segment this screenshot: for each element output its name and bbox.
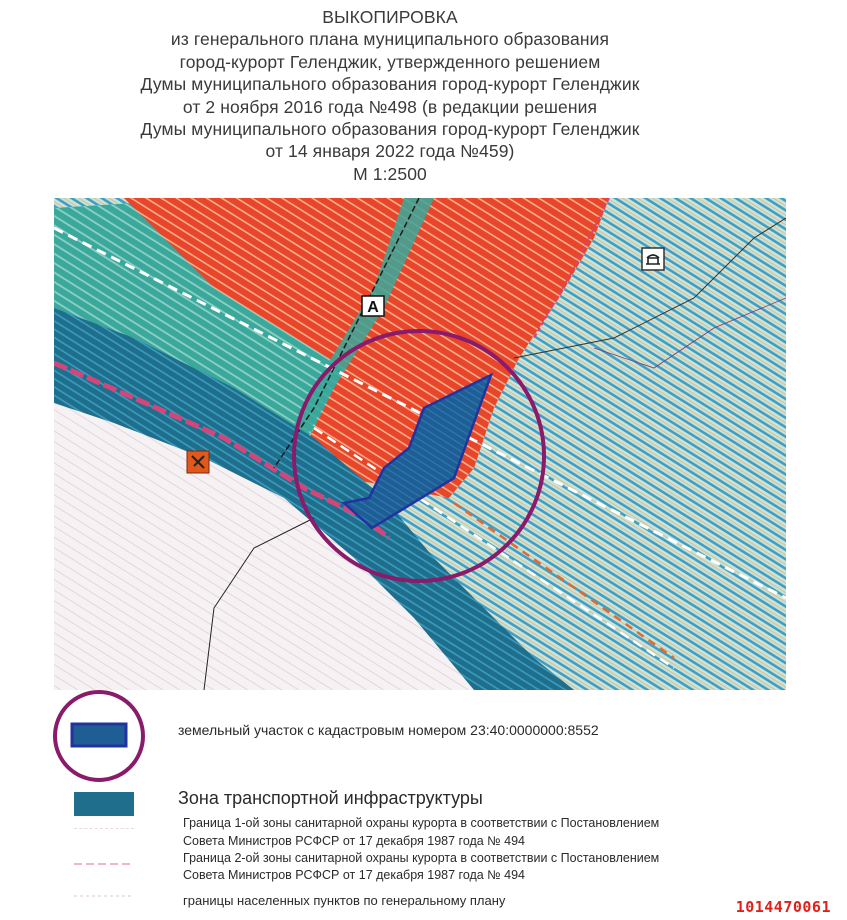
legend-zone2-text: Граница 2-ой зоны санитарной охраны курорта в соответствии с Постановлением — [183, 851, 660, 865]
subtitle-line-4: от 2 ноября 2016 года №498 (в редакции решения — [182, 96, 598, 117]
landmark-icon-box — [642, 248, 664, 270]
legend-parcel-text: земельный участок с кадастровым номером 23:40:0000000:8552 — [178, 722, 599, 738]
sanitary-zone-1-swatch — [74, 828, 134, 851]
parcel-swatch — [52, 690, 152, 782]
legend-zone1-text-2: Совета Министров РСФСР от 17 декабря 1987 года № 494 — [183, 834, 525, 848]
subtitle-line-3: Думы муниципального образования город-курорт Геленджик — [140, 74, 640, 95]
sanitary-zone-2-swatch — [74, 858, 134, 870]
subtitle-line-6: от 14 января 2022 года №459) — [265, 141, 515, 162]
subtitle-line-5: Думы муниципального образования город-курорт Геленджик — [140, 119, 640, 140]
subtitle-line-2: город-курорт Геленджик, утвержденного решением — [179, 51, 601, 72]
document-id: 1014470061 — [735, 898, 831, 916]
subtitle-line-1: из генерального плана муниципального образования — [170, 29, 610, 50]
legend-transport-text: Зона транспортной инфраструктуры — [178, 788, 483, 808]
settlement-border-swatch — [74, 890, 134, 902]
legend-settlement-text: границы населенных пунктов по генеральному плану — [183, 893, 506, 908]
point-label: А — [367, 299, 379, 316]
transport-swatch — [74, 792, 134, 816]
scale-label: М 1:2500 — [353, 163, 427, 184]
map-fragment — [54, 198, 786, 690]
legend-zone1-text: Граница 1-ой зоны санитарной охраны курорта в соответствии с Постановлением — [183, 816, 660, 830]
title: ВЫКОПИРОВКА — [322, 7, 458, 27]
legend-zone2-text-2: Совета Министров РСФСР от 17 декабря 1987 года № 494 — [183, 868, 525, 882]
title-block — [0, 6, 780, 185]
